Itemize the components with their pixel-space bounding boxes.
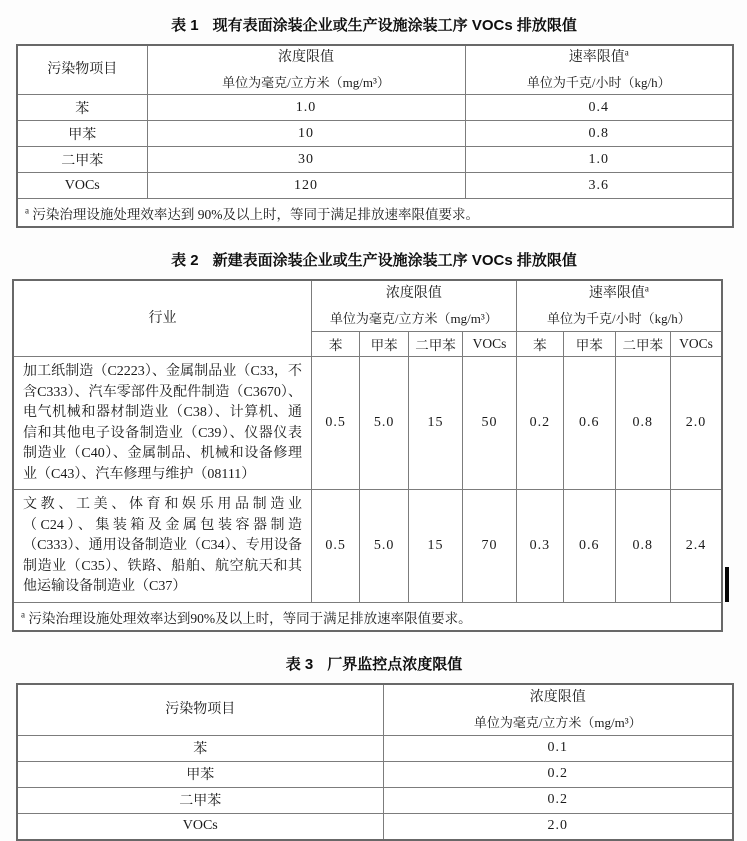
limit-value: 0.5 xyxy=(311,490,359,603)
pollutant-name: 苯 xyxy=(17,735,383,761)
concentration-value: 1.0 xyxy=(147,95,465,121)
scan-artifact-bar xyxy=(725,567,729,602)
pollutant-name: VOCs xyxy=(17,173,147,199)
limit-value: 0.5 xyxy=(311,357,359,490)
table2-header-rate: 速率限值$^a$ 单位为千克/小时（kg/h） xyxy=(516,280,722,332)
table-row xyxy=(13,357,722,490)
table-row xyxy=(17,787,733,813)
concentration-value: 0.2 xyxy=(383,761,733,787)
table-row xyxy=(13,490,722,603)
subheader-vocs: VOCs xyxy=(670,332,722,357)
table2-title xyxy=(16,249,732,270)
table-row xyxy=(17,735,733,761)
limit-value: 0.2 xyxy=(516,357,563,490)
table-row xyxy=(17,173,733,199)
table3-title xyxy=(16,653,732,674)
industry-list: 加工纸制造（C2223）、金属制品业（C33，不含C333）、汽车零部件及配件制造（C3670）、电气机械和器材制造业（C38）、计算机、通信和其他电子设备制造业（C39）、仪器仪表制造业（C40）、金属制品、机械和设备修理业（C43）、汽车修理与维护（08111） xyxy=(13,357,311,490)
limit-value: 50 xyxy=(463,357,516,490)
pollutant-name: 二甲苯 xyxy=(17,147,147,173)
limit-value: 0.3 xyxy=(516,490,563,603)
table3-header-concentration: 浓度限值 单位为毫克/立方米（mg/m³） xyxy=(383,684,733,736)
table2-header-industry: 行业 xyxy=(13,280,311,357)
subheader-toluene: 甲苯 xyxy=(360,332,408,357)
table2-header-row xyxy=(13,280,722,332)
table1-title xyxy=(16,14,732,35)
table1-header-pollutant: 污染物项目 xyxy=(17,45,147,95)
pollutant-name: VOCs xyxy=(17,813,383,840)
rate-footnote-marker: a xyxy=(624,47,629,58)
concentration-value: 120 xyxy=(147,173,465,199)
limit-value: 70 xyxy=(463,490,516,603)
rate-value: 0.4 xyxy=(465,95,733,121)
limit-value: 0.6 xyxy=(564,490,615,603)
subheader-toluene: 甲苯 xyxy=(564,332,615,357)
limit-value: 15 xyxy=(408,490,462,603)
table3-title-text: 厂界监控点浓度限值 xyxy=(327,655,463,673)
concentration-value: 0.1 xyxy=(383,735,733,761)
limit-value: 0.8 xyxy=(615,490,670,603)
limit-value: 0.6 xyxy=(564,357,615,490)
pollutant-name: 二甲苯 xyxy=(17,787,383,813)
subheader-xylene: 二甲苯 xyxy=(408,332,462,357)
concentration-value: 2.0 xyxy=(383,813,733,840)
table2-title-number: 表 2 xyxy=(171,252,199,269)
limit-value: 5.0 xyxy=(360,357,408,490)
table1-title-number: 表 1 xyxy=(171,17,199,34)
subheader-benzene: 苯 xyxy=(311,332,359,357)
table3-boundary-limits xyxy=(16,683,734,841)
industry-list: 文教、工美、体育和娱乐用品制造业（C24）、集装箱及金属包装容器制造（C333）、通用设备制造业（C34）、专用设备制造业（C35）、铁路、船舶、航空航天和其他运输设备制造业（C37） xyxy=(13,490,311,603)
table1-header-concentration: 浓度限值 单位为毫克/立方米（mg/m³） xyxy=(147,45,465,95)
table1-title-text: 现有表面涂装企业或生产设施涂装工序 VOCs 排放限值 xyxy=(212,17,577,34)
table2-title-text: 新建表面涂装企业或生产设施涂装工序 VOCs 排放限值 xyxy=(212,252,577,269)
concentration-value: 0.2 xyxy=(383,787,733,813)
limit-value: 15 xyxy=(408,357,462,490)
subheader-benzene: 苯 xyxy=(516,332,563,357)
table-row xyxy=(17,95,733,121)
table-row xyxy=(17,147,733,173)
table2-footnote xyxy=(13,602,722,631)
subheader-vocs: VOCs xyxy=(463,332,516,357)
footnote-text: 污染治理设施处理效率达到 90%及以上时，等同于满足排放速率限值要求。 xyxy=(32,207,479,222)
table3-header-row xyxy=(17,684,733,736)
table1-existing-limits xyxy=(16,44,734,228)
table2-new-limits xyxy=(12,279,723,632)
table-row xyxy=(17,761,733,787)
table-row xyxy=(17,121,733,147)
limit-value: 2.4 xyxy=(670,490,722,603)
rate-value: 1.0 xyxy=(465,147,733,173)
table1-footnote xyxy=(17,199,733,228)
table1-footnote-row xyxy=(17,199,733,228)
limit-value: 0.8 xyxy=(615,357,670,490)
pollutant-name: 甲苯 xyxy=(17,761,383,787)
footnote-marker: a xyxy=(25,205,29,216)
table3-header-pollutant: 污染物项目 xyxy=(17,684,383,736)
rate-footnote-marker: a xyxy=(644,283,649,294)
table2-header-concentration: 浓度限值 单位为毫克/立方米（mg/m³） xyxy=(311,280,516,332)
footnote-text: 污染治理设施处理效率达到90%及以上时，等同于满足排放速率限值要求。 xyxy=(28,610,472,626)
pollutant-name: 苯 xyxy=(17,95,147,121)
table2-footnote-row xyxy=(13,602,722,631)
limit-value: 5.0 xyxy=(360,490,408,603)
concentration-value: 10 xyxy=(147,121,465,147)
subheader-xylene: 二甲苯 xyxy=(615,332,670,357)
pollutant-name: 甲苯 xyxy=(17,121,147,147)
table1-header-rate: 速率限值$^a$ 单位为千克/小时（kg/h） xyxy=(465,45,733,95)
footnote-marker: a xyxy=(21,609,25,619)
table-row xyxy=(17,813,733,840)
rate-value: 0.8 xyxy=(465,121,733,147)
rate-value: 3.6 xyxy=(465,173,733,199)
limit-value: 2.0 xyxy=(670,357,722,490)
concentration-value: 30 xyxy=(147,147,465,173)
table3-title-number: 表 3 xyxy=(285,655,314,673)
table1-header-row xyxy=(17,45,733,95)
